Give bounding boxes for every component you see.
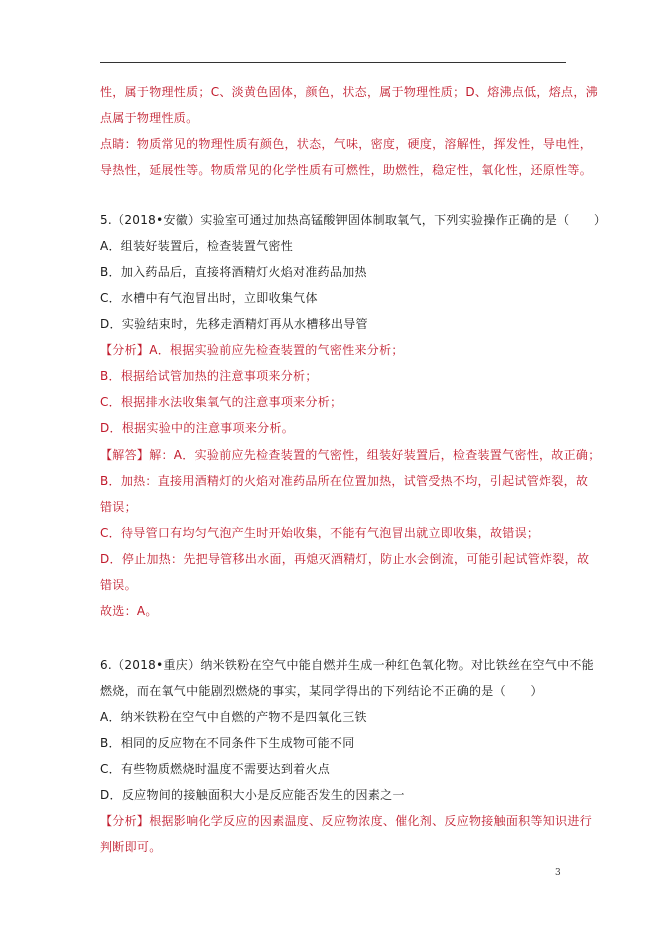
q5-option-c: C．水槽中有气泡冒出时，立即收集气体	[100, 291, 318, 305]
q6-option-a: A．纳米铁粉在空气中自燃的产物不是四氧化三铁	[100, 710, 367, 724]
q6-option-d: D．反应物间的接触面积大小是反应能否发生的因素之一	[100, 788, 405, 802]
tip-line-2: 导热性，延展性等。物质常见的化学性质有可燃性，助燃性，稳定性，氧化性，还原性等。	[100, 163, 593, 177]
prev-solution-line-1: 性，属于物理性质；C、淡黄色固体，颜色，状态，属于物理性质；D、熔沸点低，熔点，沸	[100, 85, 598, 99]
q5-solution-line-6: 错误。	[100, 578, 137, 592]
tip-line-1: 点睛：物质常见的物理性质有颜色，状态，气味，密度，硬度，溶解性，挥发性，导电性，	[100, 137, 593, 151]
q5-solution-line-3: 错误；	[100, 500, 137, 514]
q6-stem-line-1: 6.（2018•重庆）纳米铁粉在空气中能自燃并生成一种红色氧化物。对比铁丝在空气中不能	[100, 658, 594, 672]
q5-option-a: A．组装好装置后，检查装置气密性	[100, 239, 294, 253]
q5-option-b: B．加入药品后，直接将酒精灯火焰对准药品加热	[100, 265, 367, 279]
q5-stem: 5.（2018•安徽）实验室可通过加热高锰酸钾固体制取氧气，下列实验操作正确的是（ ）	[100, 213, 607, 227]
q5-solution-line-2: B．加热：直接用酒精灯的火焰对准药品所在位置加热，试管受热不均，引起试管炸裂，故	[100, 474, 589, 488]
q6-analysis-line-1: 【分析】根据影响化学反应的因素温度、反应物浓度、催化剂、反应物接触面积等知识进行	[100, 814, 593, 828]
q6-option-c: C．有些物质燃烧时温度不需要达到着火点	[100, 762, 331, 776]
q5-solution-line-4: C．待导管口有均匀气泡产生时开始收集，不能有气泡冒出就立即收集，故错误；	[100, 526, 540, 540]
header-rule	[100, 62, 566, 63]
q5-analysis-line-4: D．根据实验中的注意事项来分析。	[100, 421, 295, 435]
page-number: 3	[555, 868, 561, 878]
q5-option-d: D．实验结束时，先移走酒精灯再从水槽移出导管	[100, 317, 368, 331]
q5-solution-line-5: D．停止加热：先把导管移出水面，再熄灭酒精灯，防止水会倒流，可能引起试管炸裂，故	[100, 552, 590, 566]
q6-option-b: B．相同的反应物在不同条件下生成物可能不同	[100, 736, 355, 750]
q5-solution-line-1: 【解答】解：A．实验前应先检查装置的气密性，组装好装置后，检查装置气密性，故正确；	[100, 448, 601, 462]
prev-solution-line-2: 点属于物理性质。	[100, 111, 199, 125]
q6-analysis-line-2: 判断即可。	[100, 840, 162, 854]
q5-analysis-line-1: 【分析】A．根据实验前应先检查装置的气密性来分析；	[100, 343, 404, 357]
q5-analysis-line-3: C．根据排水法收集氧气的注意事项来分析；	[100, 395, 343, 409]
q5-analysis-line-2: B．根据给试管加热的注意事项来分析；	[100, 369, 318, 383]
q5-answer: 故选：A。	[100, 604, 158, 618]
q6-stem-line-2: 燃烧，而在氧气中能剧烈燃烧的事实，某同学得出的下列结论不正确的是（ ）	[100, 684, 543, 698]
